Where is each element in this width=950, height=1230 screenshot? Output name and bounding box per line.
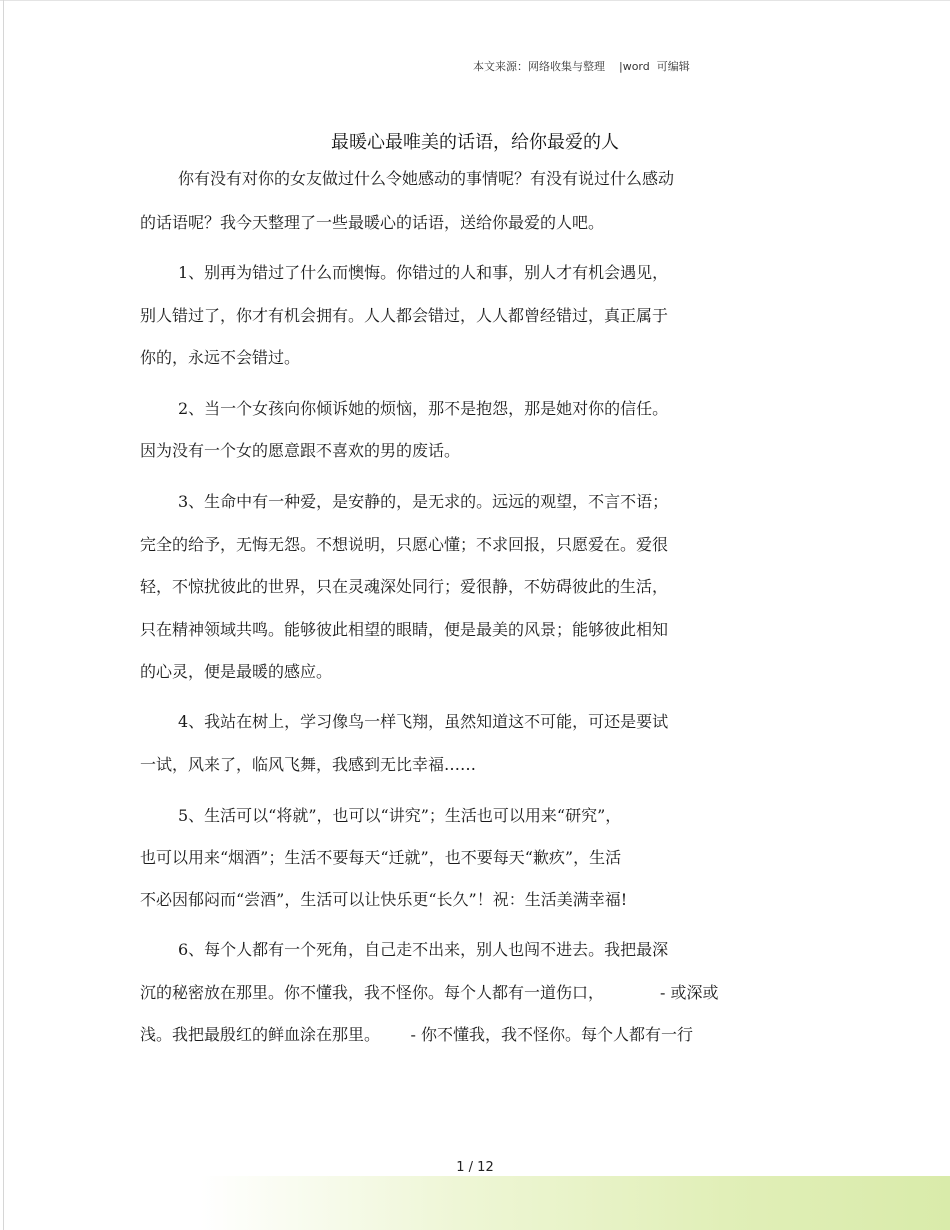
page-number: 1 / 12	[456, 1160, 494, 1175]
page-left-border	[3, 0, 4, 1230]
body-line: 5、生活可以“将就”，也可以“讲究”；生活也可以用来“研究”，	[178, 806, 622, 825]
body-line: 沉的秘密放在那里。你不懂我，我不怪你。每个人都有一道伤口， - 或深或	[140, 983, 719, 1002]
body-line: 只在精神领域共鸣。能够彼此相望的眼睛，便是最美的风景；能够彼此相知	[140, 620, 669, 639]
body-line: 的话语呢？我今天整理了一些最暖心的话语，送给你最爱的人吧。	[140, 213, 605, 232]
body-line: 因为没有一个女的愿意跟不喜欢的男的废话。	[140, 441, 461, 460]
body-line: 别人错过了，你才有机会拥有。人人都会错过，人人都曾经错过，真正属于	[140, 306, 669, 325]
body-line: 2、当一个女孩向你倾诉她的烦恼，那不是抱怨，那是她对你的信任。	[178, 399, 669, 418]
page-top-border	[0, 0, 950, 1]
body-line: 6、每个人都有一个死角，自己走不出来，别人也闯不进去。我把最深	[178, 940, 669, 959]
body-line: 4、我站在树上，学习像鸟一样飞翔，虽然知道这不可能，可还是要试	[178, 712, 669, 731]
body-line: 完全的给予，无悔无怨。不想说明，只愿心懂；不求回报，只愿爱在。爱很	[140, 535, 669, 554]
body-line: 你有没有对你的女友做过什么令她感动的事情呢？有没有说过什么感动	[178, 169, 675, 188]
header-source-note: 本文来源：网络收集与整理 |word 可编辑	[473, 60, 690, 73]
body-line: 也可以用来“烟酒”；生活不要每天“迁就”，也不要每天“歉疚”，生活	[140, 848, 622, 867]
body-line: 一试，风来了，临风飞舞，我感到无比幸福……	[140, 755, 477, 774]
body-line: 浅。我把最殷红的鲜血涂在那里。 - 你不懂我，我不怪你。每个人都有一行	[140, 1025, 694, 1044]
body-line: 的心灵，便是最暖的感应。	[140, 662, 333, 681]
body-line: 3、生命中有一种爱，是安静的，是无求的。远远的观望，不言不语；	[178, 492, 669, 511]
decorative-green-band	[200, 1176, 950, 1230]
body-line: 你的，永远不会错过。	[140, 348, 301, 367]
body-line: 1、别再为错过了什么而懊悔。你错过的人和事，别人才有机会遇见，	[178, 263, 669, 282]
document-title: 最暖心最唯美的话语，给你最爱的人	[331, 132, 619, 153]
body-line: 不必因郁闷而“尝酒”，生活可以让快乐更“长久”！祝：生活美满幸福!	[140, 890, 628, 909]
body-line: 轻，不惊扰彼此的世界，只在灵魂深处同行；爱很静，不妨碍彼此的生活，	[140, 577, 669, 596]
